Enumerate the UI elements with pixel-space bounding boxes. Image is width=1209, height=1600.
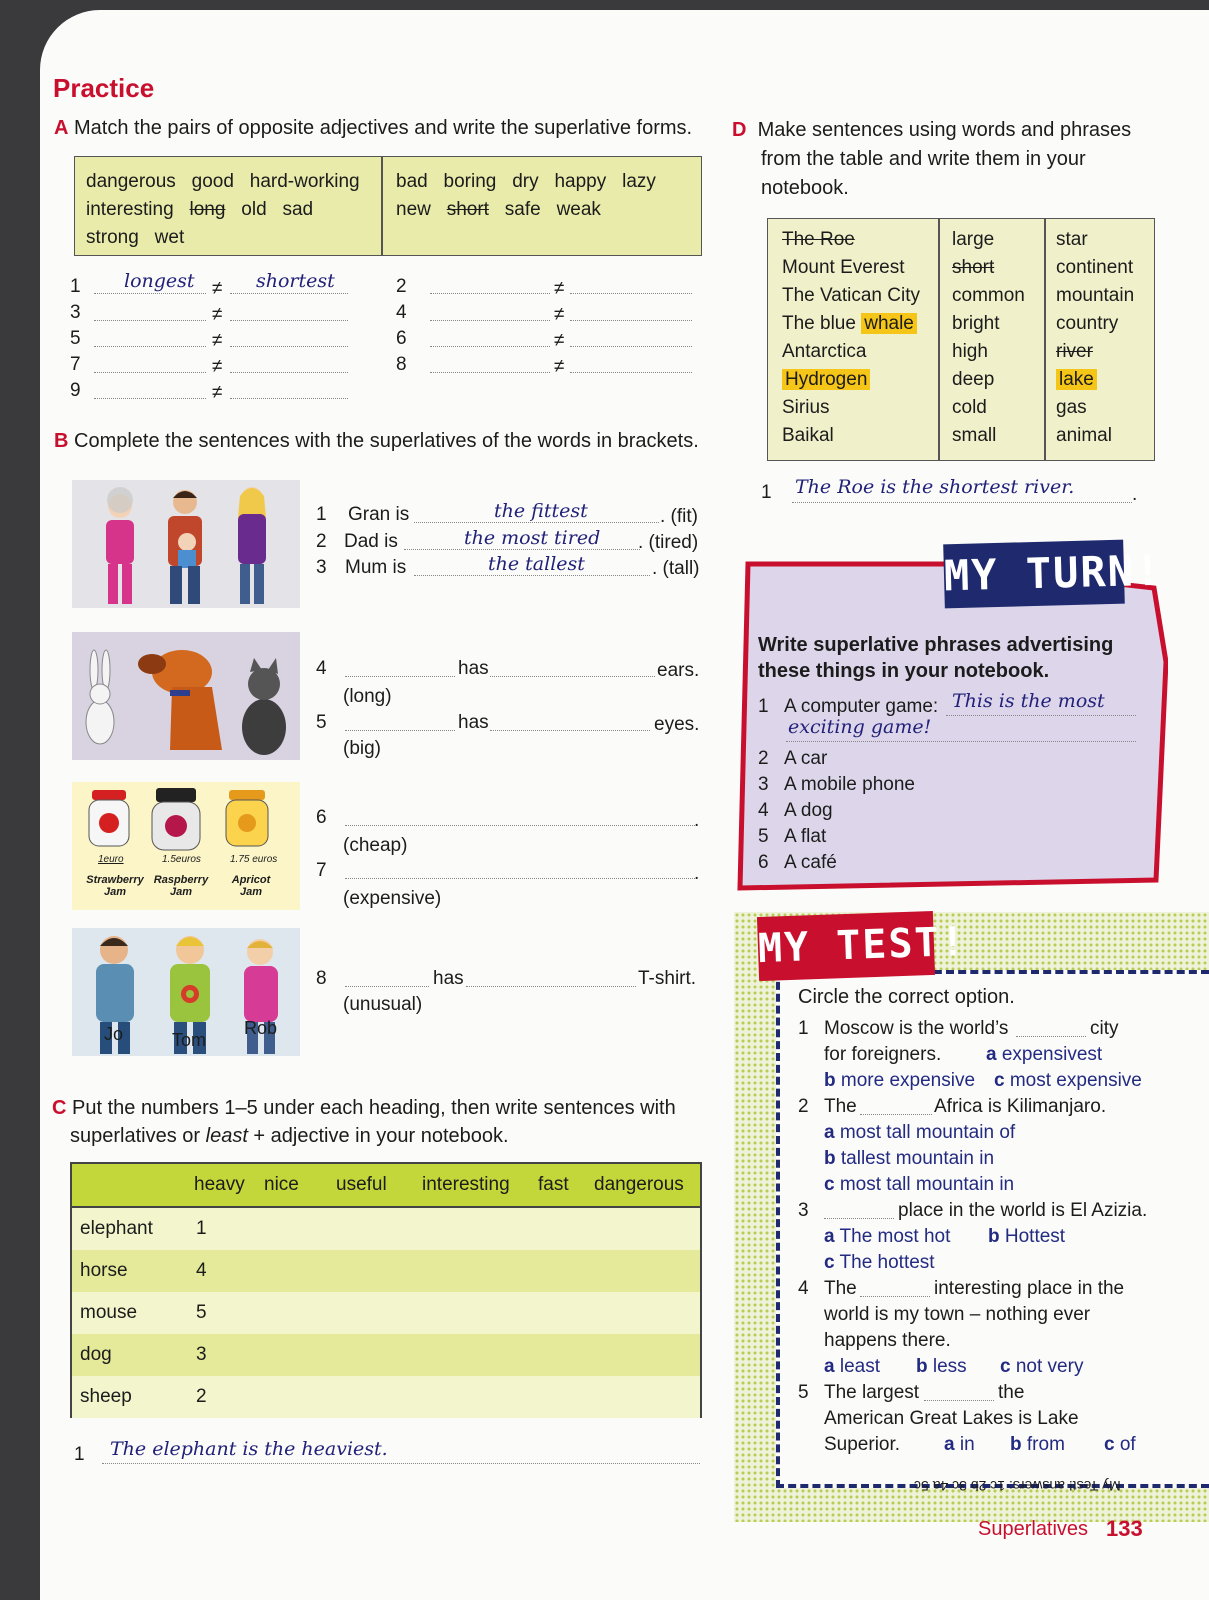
section-d-instruction-l2: from the table and write them in your <box>761 148 1086 170</box>
jam-name-1: Strawberry Jam <box>86 874 144 898</box>
answer-roe: The Roe is the shortest river. <box>795 476 1075 498</box>
jams-picture <box>72 782 300 910</box>
answer-tallest: the tallest <box>488 553 585 575</box>
section-letter: A <box>54 117 69 139</box>
adj-left-line1: dangerous good hard-working <box>86 171 360 192</box>
jam-name-3: Apricot Jam <box>231 874 271 898</box>
answer-fittest: the fittest <box>494 500 588 522</box>
table-row: horse 4 <box>72 1250 700 1292</box>
section-d-instruction-l1: D Make sentences using words and phrases <box>732 119 1132 141</box>
answer-shortest: shortest <box>256 270 335 292</box>
jam-price-3: 1.75 euros <box>230 854 278 865</box>
adj-right-line1: bad boring dry happy lazy <box>396 171 656 192</box>
boys-picture <box>72 928 300 1056</box>
section-c-instruction-l2: superlatives or least + adjective in your notebook. <box>70 1125 509 1147</box>
adjective-box <box>74 156 702 256</box>
table-header: heavy nice useful interesting fast dangerous <box>72 1164 700 1208</box>
animals-ranking-table <box>70 1162 702 1418</box>
jam-price-1: 1euro <box>98 854 124 865</box>
table-row: mouse 5 <box>72 1292 700 1334</box>
section-c-instruction-l1: C Put the numbers 1–5 under each heading, then write sentences with <box>52 1097 676 1119</box>
section-d-instruction-l3: notebook. <box>761 177 849 199</box>
adj-left-line3: strong wet <box>86 227 185 248</box>
my-test-instruction: Circle the correct option. <box>798 986 1015 1008</box>
family-picture <box>72 480 300 608</box>
answer-computer-game-2: exciting game! <box>788 716 932 738</box>
answer-heaviest: The elephant is the heaviest. <box>110 1438 388 1460</box>
adj-right-line2: new short safe weak <box>396 199 601 220</box>
boy-label-jo: Jo <box>104 1024 124 1044</box>
table-row: elephant 1 <box>72 1208 700 1250</box>
jam-name-2: Raspberry Jam <box>153 874 209 898</box>
boy-label-tom: Tom <box>172 1030 207 1050</box>
boy-label-rob: Rob <box>244 1018 278 1038</box>
section-b-instruction: B Complete the sentences with the superlatives of the words in brackets. <box>54 430 699 452</box>
practice-title: Practice <box>53 73 155 103</box>
animals-picture <box>72 632 300 760</box>
footer-label: Superlatives <box>978 1518 1089 1540</box>
my-turn-box: MY TURN! Write superlative phrases advertising these things in your notebook. 1 A computer game: This is the most exciting game! 2 A car 3 A mobile phone 4 A dog 5 A flat 6 A café <box>734 550 1168 900</box>
page-number: 133 <box>1106 1516 1143 1541</box>
adj-left-line2: interesting long old sad <box>86 199 314 220</box>
answer-most-tired: the most tired <box>464 527 601 549</box>
jam-price-2: 1.5euros <box>162 854 201 865</box>
test-answers-upside-down: My Test! answers: 1c 2b 3c 4a 5c <box>914 1478 1121 1494</box>
textbook-page: Practice A Match the pairs of opposite adjectives and write the superlative forms. dangerous good hard-working interesting long old sad strong wet bad boring dry happy lazy new short safe weak 1 longest ≠ shortest 3 ≠ 5 ≠ 7 ≠ 9 ≠ 2 ≠ 4 ≠ 6 ≠ 8 ≠ B Complete the sentences with the superlatives of the words in brackets. 1 Gran is the fittest . (fit) 2 Dad is the most tired . (tired) 3 Mum is the tallest . (tall) 4 has ears. (long) 5 has eyes. (big) 1euro 1.5euros 1.75 euros Strawberry Jam Raspberry Jam Apricot Jam 6 . (cheap) 7 . (expensive) Jo Tom Rob 8 has T-shirt. (unusual) C Put the numbers 1–5 under each heading, then write sentences with superlatives or least + adjective in your notebook. heavy nice useful interesting fast dangerous elephant 1 horse 4 mouse 5 dog 3 sheep 2 1 The elephant is the heaviest. D Make sentences using words and phrases from the table and write them in your notebook. The Roe Mount Everest The Vatican City The blue whale Antarctica Hydrogen Sirius Baikal large short common bright high deep cold small star continent mountain country river lake gas animal 1 The Roe is the shortest river. . MY TURN! Write superlative phrases advertising these things in your notebook. 1 A computer game: This is the most exciting game! 2 A car 3 A mobile phone 4 A dog 5 A flat 6 A café MY TEST! Circle the correct option. 1 Moscow is the world’s city for foreigners. a expensivest b more expensive c most expensive 2 The Africa is Kilimanjaro. a most tall mountain of b tallest mountain in c most tall mountain in 3 place in the world is El Azizia. a The most hot b Hottest c The hottest 4 The interesting place in the world is my town – nothing ever happens there. a least b less c not very 5 The largest the American Great Lakes is Lake Superior. a in b from c of My Test! answers: 1c 2b 3c 4a 5c Superlatives 133 <box>40 10 1209 1600</box>
answer-longest: longest <box>124 270 195 292</box>
my-turn-badge: MY TURN! <box>943 540 1125 609</box>
answer-computer-game-1: This is the most <box>952 690 1105 712</box>
table-row: sheep 2 <box>72 1376 700 1418</box>
table-row: dog 3 <box>72 1334 700 1376</box>
section-a-instruction: A Match the pairs of opposite adjectives and write the superlative forms. <box>54 117 693 139</box>
my-test-box: MY TEST! Circle the correct option. 1 Moscow is the world’s city for foreigners. a expensivest b more expensive c most expensive 2 The Africa is Kilimanjaro. a most tall mountain of b tallest mountain in c most tall mountain in 3 place in the world is El Azizia. a The most hot b Hottest c The hottest 4 The interesting place in the world is my town – nothing ever happens there. a least b less c not very 5 The largest the American Great Lakes is Lake Superior. a in b from c of My Test! answers: 1c 2b 3c 4a 5c <box>734 912 1209 1522</box>
words-table: The Roe Mount Everest The Vatican City The blue whale Antarctica Hydrogen Sirius Baikal large short common bright high deep cold small star continent mountain country river lake gas animal <box>767 218 1155 461</box>
my-test-badge: MY TEST! <box>757 911 935 981</box>
